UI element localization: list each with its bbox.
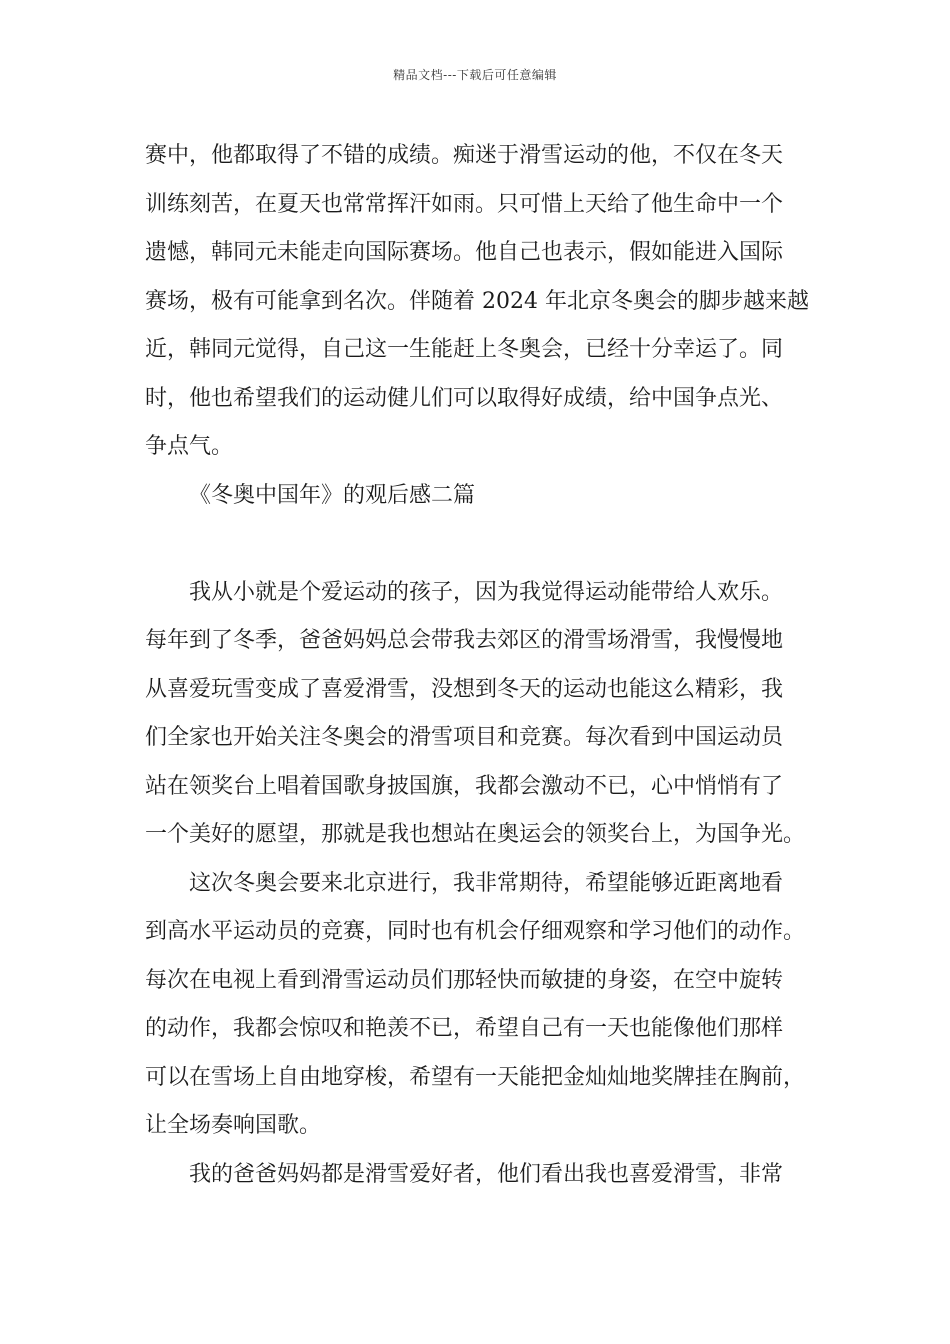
text-line: 时，他也希望我们的运动健儿们可以取得好成绩，给中国争点光、: [145, 385, 784, 411]
document-body: [145, 132, 835, 1199]
text-line: 我从小就是个爱运动的孩子，因为我觉得运动能带给人欢乐。: [189, 579, 784, 605]
text-line: 近，韩同元觉得，自己这一生能赶上冬奥会，已经十分幸运了。同: [145, 337, 784, 362]
text-line: 这次冬奥会要来北京进行，我非常期待，希望能够近距离地看: [189, 870, 784, 896]
text-line: 可以在雪场上自由地穿梭，希望有一天能把金灿灿地奖牌挂在胸前，: [145, 1064, 806, 1090]
section-heading: 《冬奥中国年》的观后感二篇: [189, 482, 476, 508]
page-header: 精品文档---下载后可任意编辑: [393, 68, 557, 82]
text-line: 一个美好的愿望，那就是我也想站在奥运会的领奖台上，为国争光。: [145, 822, 806, 847]
text-line: 每年到了冬季，爸爸妈妈总会带我去郊区的滑雪场滑雪，我慢慢地: [145, 628, 784, 653]
text-line: 让全场奏响国歌。: [145, 1113, 322, 1138]
text-line: 遗憾，韩同元未能走向国际赛场。他自己也表示，假如能进入国际: [145, 240, 784, 265]
text-line: 的动作，我都会惊叹和艳羡不已，希望自己有一天也能像他们那样: [145, 1016, 784, 1041]
text-line: 们全家也开始关注冬奥会的滑雪项目和竞赛。每次看到中国运动员: [145, 725, 784, 750]
text-line: 赛场，极有可能拿到名次。伴随着 2024 年北京冬奥会的脚步越来越: [145, 288, 809, 314]
text-line: 训练刻苦，在夏天也常常挥汗如雨。只可惜上天给了他生命中一个: [145, 191, 784, 217]
text-line: 从喜爱玩雪变成了喜爱滑雪，没想到冬天的运动也能这么精彩，我: [145, 676, 784, 702]
text-line: 站在领奖台上唱着国歌身披国旗，我都会激动不已，心中悄悄有了: [145, 773, 784, 799]
text-line: 争点气。: [145, 434, 234, 459]
text-line: 到高水平运动员的竞赛，同时也有机会仔细观察和学习他们的动作。: [145, 919, 806, 944]
text-line: 赛中，他都取得了不错的成绩。痴迷于滑雪运动的他，不仅在冬天: [145, 143, 784, 168]
text-line: 我的爸爸妈妈都是滑雪爱好者，他们看出我也喜爱滑雪，非常: [189, 1161, 784, 1187]
blank-line: [145, 520, 835, 569]
text-line: 每次在电视上看到滑雪运动员们那轻快而敏捷的身姿，在空中旋转: [145, 967, 784, 993]
